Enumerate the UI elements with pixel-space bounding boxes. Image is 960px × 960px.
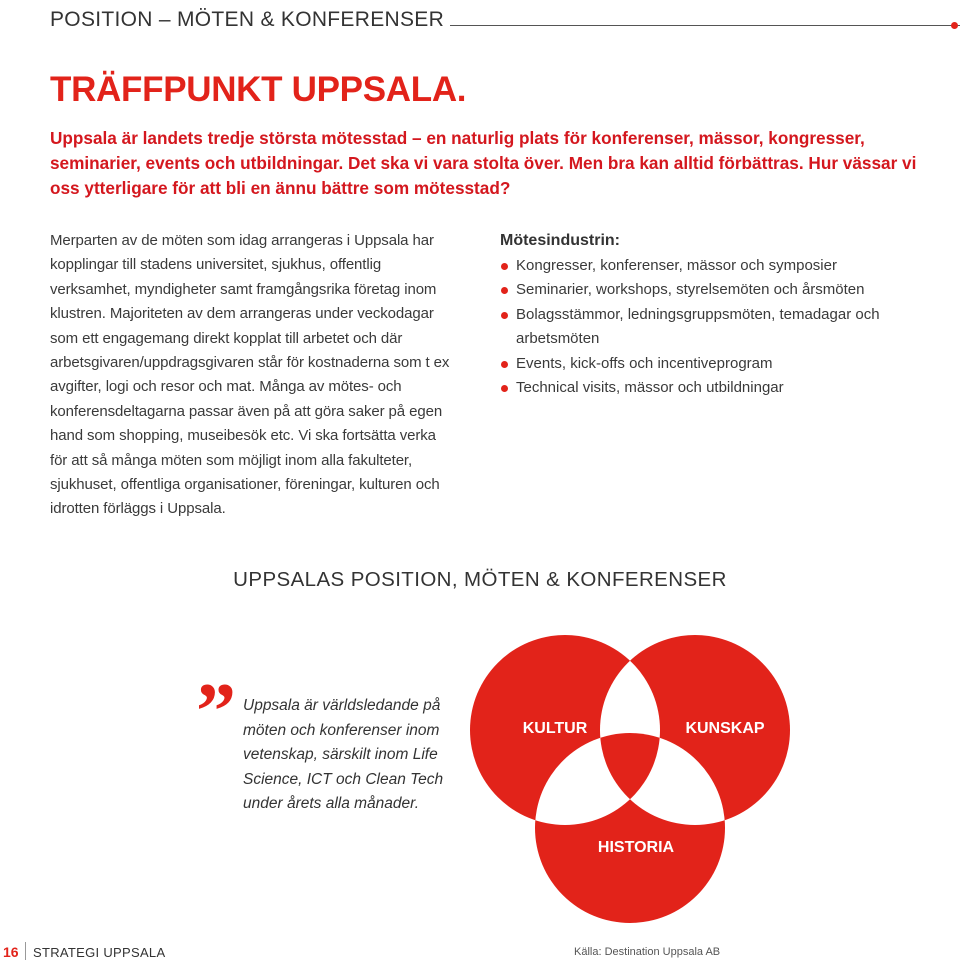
publication-name: STRATEGI UPPSALA	[33, 945, 166, 960]
list-item	[500, 352, 940, 376]
list-item-text: Bolagsstämmor, ledningsgruppsmöten, temadagar och arbetsmöten	[516, 305, 880, 348]
bullet-icon	[501, 361, 508, 368]
quote-mark-icon: ”	[196, 668, 236, 756]
footer-divider	[25, 942, 26, 960]
page-number: 16	[3, 944, 19, 960]
bullet-icon	[501, 312, 508, 319]
page-header	[50, 2, 960, 32]
list-item-text: Events, kick-offs och incentiveprogram	[516, 354, 773, 372]
label-kultur: KULTUR	[522, 720, 588, 737]
list-item-text: Seminarier, workshops, styrelsemöten och årsmöten	[516, 281, 865, 299]
industry-list-section	[500, 229, 940, 400]
list-item	[500, 278, 940, 302]
list-item-text: Kongresser, konferenser, mässor och symposier	[516, 257, 837, 274]
list-item	[500, 303, 940, 352]
section-title: UPPSALAS POSITION, MÖTEN & KONFERENSER	[233, 568, 727, 591]
list-item-text: Technical visits, mässor och utbildningar	[516, 379, 784, 397]
body-paragraph: Merparten av de möten som idag arrangeras i Uppsala har kopplingar till stadens universitet, sjukhus, offentlig verksamhet, myndigheter samt framgångsrika företag inom klustren. Majoriteten av dem arrangeras under veckodagar som ett engagemang direkt kopplat till arbetet och där arbetsgivaren/uppdragsgivaren står för kostnaderna som t ex avgifter, logi och resor och mat. Många av mötes- och konferensdeltagarna passar även på att göra saker på egen hand som shopping, museibesök etc. Vi ska fortsätta verka för att så många möten som möjligt inom alla fakulteter, sjukhuset, offentliga organisationer, föreningar, kulturen och idrotten förläggs i Uppsala.	[50, 232, 450, 518]
page-title: TRÄFFPUNKT UPPSALA.	[50, 70, 467, 109]
bullet-icon	[501, 385, 508, 392]
header-title: POSITION – MÖTEN & KONFERENSER	[50, 8, 445, 31]
header-dot-icon	[951, 22, 958, 29]
label-historia: HISTORIA	[597, 839, 675, 856]
bullet-icon	[501, 287, 508, 294]
lead-paragraph: Uppsala är landets tredje största mötesstad – en naturlig plats för konferenser, mässor, kongresser, seminarier, events och utbildningar. Det ska vi vara stolta över. Men bra kan alltid förbättras. Hur vässar vi oss ytterligare för att bli en ännu bättre som mötesstad?	[50, 128, 917, 198]
list-item	[500, 254, 940, 278]
list-item	[500, 376, 940, 400]
quote-text: Uppsala är världsledande på möten och konferenser inom vetenskap, särskilt inom Life Science, ICT och Clean Tech under årets alla månader.	[243, 697, 444, 813]
industry-title: Mötesindustrin:	[500, 232, 620, 249]
label-kunskap: KUNSKAP	[685, 720, 765, 737]
bullet-icon	[501, 263, 508, 270]
source-note: Källa: Destination Uppsala AB	[574, 946, 721, 958]
venn-diagram	[470, 625, 800, 925]
header-rule	[450, 25, 960, 26]
industry-list	[500, 254, 940, 400]
